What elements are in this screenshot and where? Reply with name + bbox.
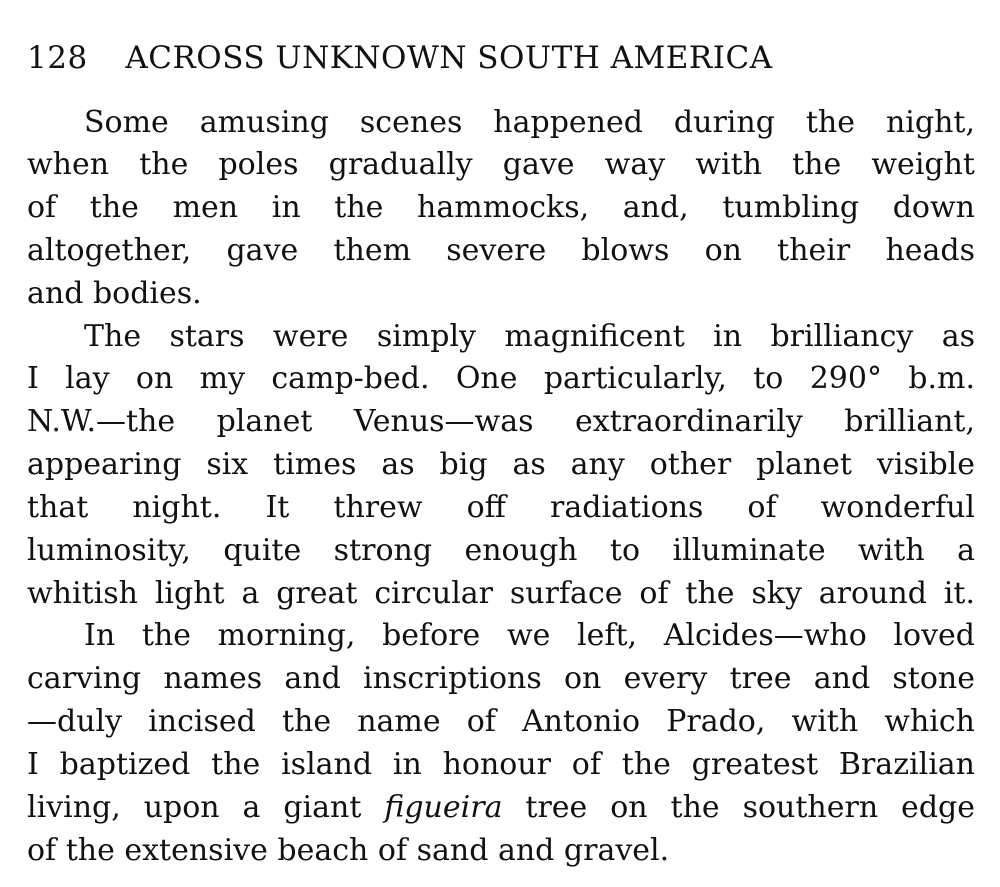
- paragraph-line: of the extensive beach of sand and gravel.: [27, 833, 670, 868]
- paragraph-line: that night. It threw off radiations of wonderful: [27, 490, 975, 525]
- paragraph-line: N.W.—the planet Venus—was extraordinarily brilliant,: [27, 404, 975, 439]
- page-number: 128: [27, 40, 88, 76]
- paragraph-line-with-italic: [27, 786, 975, 829]
- paragraph-line: altogether, gave them severe blows on their heads: [27, 233, 975, 268]
- running-title: ACROSS UNKNOWN SOUTH AMERICA: [125, 40, 773, 76]
- line-end-text: tree on the southern edge: [525, 790, 975, 825]
- paragraph-line: I baptized the island in honour of the greatest Brazilian: [27, 747, 975, 782]
- page-header: [27, 38, 977, 78]
- paragraph-line: appearing six times as big as any other planet visible: [27, 447, 975, 482]
- paragraph-line: In the morning, before we left, Alcides—who loved: [84, 618, 975, 653]
- paragraph-line: luminosity, quite strong enough to illuminate with a: [27, 533, 975, 568]
- paragraph-line: I lay on my camp-bed. One particularly, to 290° b.m.: [27, 361, 975, 396]
- paragraph-line: whitish light a great circular surface of the sky around it.: [27, 576, 975, 611]
- paragraph-line: carving names and inscriptions on every tree and stone: [27, 661, 975, 696]
- paragraph-line: when the poles gradually gave way with the weight: [27, 147, 975, 182]
- line-start-text: living, upon a giant: [27, 790, 362, 825]
- italic-word: figueira: [384, 790, 503, 825]
- paragraph-line: Some amusing scenes happened during the night,: [84, 105, 975, 140]
- paragraph-line: —duly incised the name of Antonio Prado, with which: [27, 704, 975, 739]
- paragraph-line: of the men in the hammocks, and, tumbling down: [27, 190, 975, 225]
- paragraph-line: The stars were simply magnificent in brilliancy as: [84, 319, 975, 354]
- paragraph-line: and bodies.: [27, 276, 202, 311]
